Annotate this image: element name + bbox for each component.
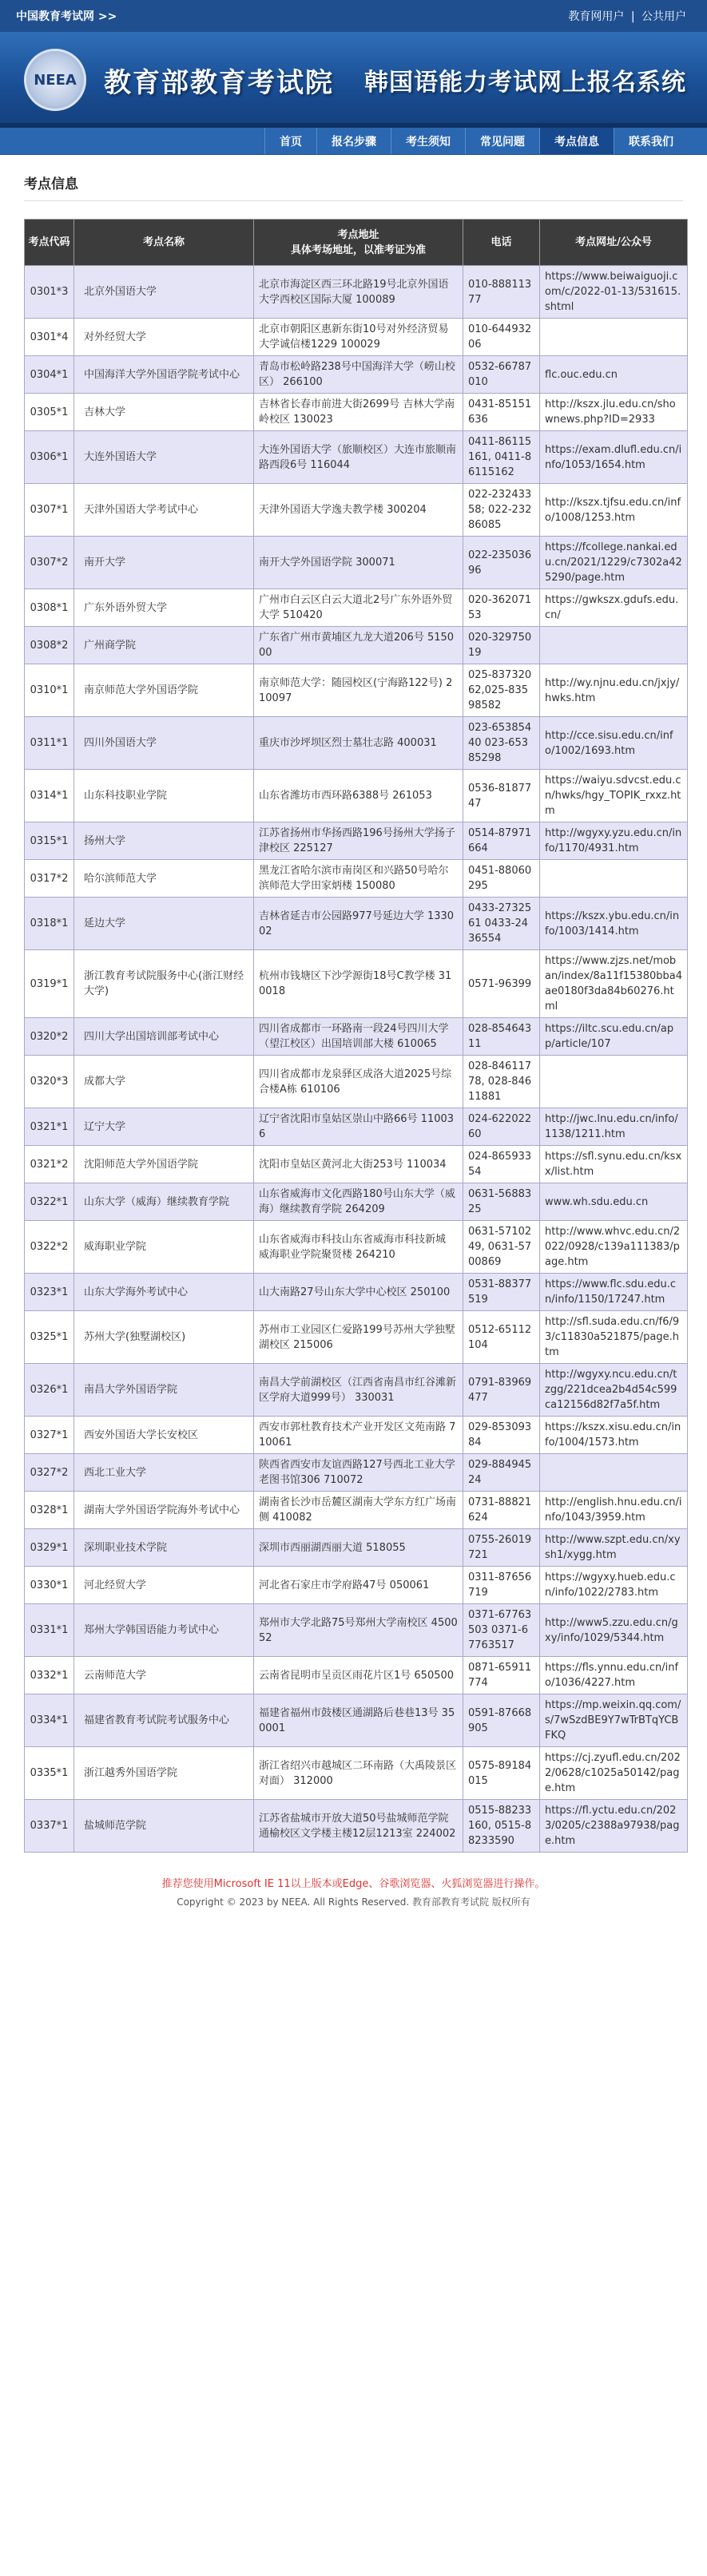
table-row bbox=[25, 1183, 688, 1221]
cell-code: 0337*1 bbox=[25, 1800, 74, 1853]
table-row bbox=[25, 1657, 688, 1694]
cell-address: 天津外国语大学逸夫教学楼 300204 bbox=[254, 484, 463, 537]
cell-phone: 023-65385440 023-65385298 bbox=[463, 717, 540, 770]
cell-address: 北京市朝阳区惠新东街10号对外经济贸易大学诚信楼1229 100029 bbox=[254, 319, 463, 356]
cell-url bbox=[540, 319, 688, 356]
cell-name: 西北工业大学 bbox=[74, 1454, 254, 1492]
cell-code: 0329*1 bbox=[25, 1529, 74, 1567]
main-nav bbox=[0, 128, 707, 155]
table-row bbox=[25, 770, 688, 822]
table-row bbox=[25, 589, 688, 627]
cell-url[interactable]: http://jwc.lnu.edu.cn/info/1138/1211.htm bbox=[540, 1108, 688, 1146]
cell-name: 对外经贸大学 bbox=[74, 319, 254, 356]
cell-name: 山东大学（威海）继续教育学院 bbox=[74, 1183, 254, 1221]
cell-code: 0326*1 bbox=[25, 1364, 74, 1417]
nav-faq[interactable]: 常见问题 bbox=[465, 128, 539, 154]
cell-phone: 0631-5688325 bbox=[463, 1183, 540, 1221]
cell-url[interactable]: https://waiyu.sdvcst.edu.cn/hwks/hgy_TOPIK_rxxz.htm bbox=[540, 770, 688, 822]
cell-code: 0306*1 bbox=[25, 431, 74, 484]
cell-phone: 0411-86115161, 0411-86115162 bbox=[463, 431, 540, 484]
cell-name: 中国海洋大学外国语学院考试中心 bbox=[74, 356, 254, 394]
table-row bbox=[25, 950, 688, 1018]
header-banner bbox=[0, 32, 707, 128]
cell-url[interactable]: http://www.whvc.edu.cn/2022/0928/c139a111383/page.htm bbox=[540, 1221, 688, 1274]
cell-address: 四川省成都市龙泉驿区成洛大道2025号综合楼A栋 610106 bbox=[254, 1056, 463, 1108]
nav-home[interactable]: 首页 bbox=[264, 128, 316, 154]
table-row bbox=[25, 484, 688, 537]
table-row bbox=[25, 1311, 688, 1364]
cell-code: 0307*2 bbox=[25, 537, 74, 589]
cell-name: 浙江越秀外国语学院 bbox=[74, 1747, 254, 1800]
cell-code: 0320*3 bbox=[25, 1056, 74, 1108]
cell-phone: 0431-85151636 bbox=[463, 394, 540, 431]
cell-address: 福建省福州市鼓楼区通湖路后巷巷13号 350001 bbox=[254, 1694, 463, 1747]
cell-phone: 028-85464311 bbox=[463, 1018, 540, 1056]
cell-address: 河北省石家庄市学府路47号 050061 bbox=[254, 1567, 463, 1604]
cell-address: 山东省潍坊市西环路6388号 261053 bbox=[254, 770, 463, 822]
header-phone: 电话 bbox=[463, 220, 540, 266]
cell-name: 深圳职业技术学院 bbox=[74, 1529, 254, 1567]
cell-code: 0321*1 bbox=[25, 1108, 74, 1146]
cell-phone: 010-88811377 bbox=[463, 266, 540, 319]
cell-url[interactable]: https://kszx.xisu.edu.cn/info/1004/1573.htm bbox=[540, 1417, 688, 1454]
cell-url[interactable]: https://sfl.synu.edu.cn/ksxx/list.htm bbox=[540, 1146, 688, 1183]
cell-address: 大连外国语大学（旅顺校区）大连市旅顺南路西段6号 116044 bbox=[254, 431, 463, 484]
cell-address: 重庆市沙坪坝区烈士墓壮志路 400031 bbox=[254, 717, 463, 770]
cell-url bbox=[540, 1454, 688, 1492]
cell-name: 四川外国语大学 bbox=[74, 717, 254, 770]
cell-url[interactable]: https://www.flc.sdu.edu.cn/info/1150/17247.htm bbox=[540, 1274, 688, 1311]
cell-code: 0320*2 bbox=[25, 1018, 74, 1056]
cell-address: 郑州市大学北路75号郑州大学南校区 450052 bbox=[254, 1604, 463, 1657]
cell-address: 南开大学外国语学院 300071 bbox=[254, 537, 463, 589]
cell-url[interactable]: https://www.zjzs.net/moban/index/8a11f15380bba4ae0180f3da84b60276.html bbox=[540, 950, 688, 1018]
table-row bbox=[25, 1529, 688, 1567]
cell-phone: 010-64493206 bbox=[463, 319, 540, 356]
cell-code: 0317*2 bbox=[25, 860, 74, 898]
table-row bbox=[25, 1056, 688, 1108]
browser-tip: 推荐您使用Microsoft IE 11以上版本或Edge、谷歌浏览器、火狐浏览器进行操作。 bbox=[161, 1878, 546, 1890]
header-name: 考点名称 bbox=[74, 220, 254, 266]
cell-phone: 0731-88821624 bbox=[463, 1492, 540, 1529]
cell-code: 0304*1 bbox=[25, 356, 74, 394]
cell-phone: 0311-87656719 bbox=[463, 1567, 540, 1604]
copyright: Copyright © 2023 by NEEA. All Rights Reserved. 教育部教育考试院 版权所有 bbox=[177, 1896, 530, 1908]
cell-code: 0323*1 bbox=[25, 1274, 74, 1311]
cell-name: 盐城师范学院 bbox=[74, 1800, 254, 1853]
cell-code: 0321*2 bbox=[25, 1146, 74, 1183]
cell-url[interactable]: https://fl.yctu.edu.cn/2023/0205/c2388a97938/page.htm bbox=[540, 1800, 688, 1853]
cell-address: 江苏省扬州市华扬西路196号扬州大学扬子津校区 225127 bbox=[254, 822, 463, 860]
cell-code: 0315*1 bbox=[25, 822, 74, 860]
cell-name: 四川大学出国培训部考试中心 bbox=[74, 1018, 254, 1056]
table-row bbox=[25, 1747, 688, 1800]
cell-name: 苏州大学(独墅湖校区) bbox=[74, 1311, 254, 1364]
cell-phone: 024-86593354 bbox=[463, 1146, 540, 1183]
cell-phone: 0591-87668905 bbox=[463, 1694, 540, 1747]
public-user-link[interactable]: 公共用户 bbox=[641, 10, 686, 23]
cell-phone: 0531-88377519 bbox=[463, 1274, 540, 1311]
cell-phone: 029-88494524 bbox=[463, 1454, 540, 1492]
cell-code: 0327*2 bbox=[25, 1454, 74, 1492]
cell-phone: 0871-65911774 bbox=[463, 1657, 540, 1694]
cell-code: 0307*1 bbox=[25, 484, 74, 537]
cell-phone: 0791-83969477 bbox=[463, 1364, 540, 1417]
cell-address: 苏州市工业园区仁爱路199号苏州大学独墅湖校区 215006 bbox=[254, 1311, 463, 1364]
cell-address: 杭州市钱塘区下沙学源街18号C教学楼 310018 bbox=[254, 950, 463, 1018]
cell-address: 山大南路27号山东大学中心校区 250100 bbox=[254, 1274, 463, 1311]
cell-code: 0308*1 bbox=[25, 589, 74, 627]
table-row bbox=[25, 1146, 688, 1183]
table-row bbox=[25, 431, 688, 484]
cell-address: 吉林省长春市前进大街2699号 吉林大学南岭校区 130023 bbox=[254, 394, 463, 431]
cell-address: 北京市海淀区西三环北路19号北京外国语大学西校区国际大厦 100089 bbox=[254, 266, 463, 319]
table-row bbox=[25, 898, 688, 950]
cell-url[interactable]: http://english.hnu.edu.cn/info/1043/3959.htm bbox=[540, 1492, 688, 1529]
cell-name: 扬州大学 bbox=[74, 822, 254, 860]
table-row bbox=[25, 537, 688, 589]
header-address-note: 具体考场地址，以准考证为准 bbox=[290, 244, 426, 256]
cell-phone: 0755-26019721 bbox=[463, 1529, 540, 1567]
page-title: 考点信息 bbox=[24, 172, 683, 201]
cell-address: 山东省威海市科技山东省威海市科技新城 威海职业学院聚贤楼 264210 bbox=[254, 1221, 463, 1274]
cell-code: 0319*1 bbox=[25, 950, 74, 1018]
cell-code: 0322*1 bbox=[25, 1183, 74, 1221]
cell-url[interactable]: www.wh.sdu.edu.cn bbox=[540, 1183, 688, 1221]
footer bbox=[0, 1861, 707, 1918]
cell-address: 陕西省西安市友谊西路127号西北工业大学老图书馆306 710072 bbox=[254, 1454, 463, 1492]
cell-name: 西安外国语大学长安校区 bbox=[74, 1417, 254, 1454]
cell-url[interactable]: https://cj.zyufl.edu.cn/2022/0628/c1025a50142/page.htm bbox=[540, 1747, 688, 1800]
nav-registration-steps[interactable]: 报名步骤 bbox=[316, 128, 391, 154]
table-row bbox=[25, 1018, 688, 1056]
cell-url[interactable]: http://www5.zzu.edu.cn/gxy/info/1029/5344.htm bbox=[540, 1604, 688, 1657]
table-row bbox=[25, 1417, 688, 1454]
cell-code: 0310*1 bbox=[25, 664, 74, 717]
cell-url[interactable]: https://mp.weixin.qq.com/s/7wSzdBE9Y7wTrBTqYCBFKQ bbox=[540, 1694, 688, 1747]
cell-name: 哈尔滨师范大学 bbox=[74, 860, 254, 898]
cell-phone: 022-23243358; 022-23286085 bbox=[463, 484, 540, 537]
table-row bbox=[25, 1567, 688, 1604]
cell-url[interactable]: http://kszx.tjfsu.edu.cn/info/1008/1253.htm bbox=[540, 484, 688, 537]
cell-address: 沈阳市皇姑区黄河北大街253号 110034 bbox=[254, 1146, 463, 1183]
cell-address: 南京师范大学：随园校区(宁海路122号) 210097 bbox=[254, 664, 463, 717]
cell-name: 成都大学 bbox=[74, 1056, 254, 1108]
cell-code: 0305*1 bbox=[25, 394, 74, 431]
cell-name: 沈阳师范大学外国语学院 bbox=[74, 1146, 254, 1183]
cell-url[interactable]: https://iltc.scu.edu.cn/app/article/107 bbox=[540, 1018, 688, 1056]
cell-code: 0322*2 bbox=[25, 1221, 74, 1274]
link-separator: | bbox=[630, 10, 635, 23]
cell-name: 南开大学 bbox=[74, 537, 254, 589]
table-row bbox=[25, 822, 688, 860]
user-links bbox=[565, 8, 686, 24]
cell-address: 黑龙江省哈尔滨市南岗区和兴路50号哈尔滨师范大学田家炳楼 150080 bbox=[254, 860, 463, 898]
header-address bbox=[254, 220, 463, 266]
cell-code: 0328*1 bbox=[25, 1492, 74, 1529]
cell-url[interactable]: https://exam.dlufl.edu.cn/info/1053/1654.htm bbox=[540, 431, 688, 484]
cell-url[interactable]: http://wgyxy.ncu.edu.cn/tzgg/221dcea2b4d54c599ca12156d82f7a5f.htm bbox=[540, 1364, 688, 1417]
cell-name: 吉林大学 bbox=[74, 394, 254, 431]
table-row bbox=[25, 1274, 688, 1311]
cell-phone: 0514-87971664 bbox=[463, 822, 540, 860]
table-row bbox=[25, 319, 688, 356]
cell-phone: 020-32975019 bbox=[463, 627, 540, 664]
cell-name: 浙江教育考试院服务中心(浙江财经大学) bbox=[74, 950, 254, 1018]
table-row bbox=[25, 266, 688, 319]
table-row bbox=[25, 860, 688, 898]
cell-phone: 0631-5710249, 0631-5700869 bbox=[463, 1221, 540, 1274]
table-row bbox=[25, 1492, 688, 1529]
cell-name: 云南师范大学 bbox=[74, 1657, 254, 1694]
cell-address: 四川省成都市一环路南一段24号四川大学（望江校区）出国培训部大楼 610065 bbox=[254, 1018, 463, 1056]
table-row bbox=[25, 1108, 688, 1146]
cell-address: 深圳市西丽湖西丽大道 518055 bbox=[254, 1529, 463, 1567]
cell-code: 0332*1 bbox=[25, 1657, 74, 1694]
cell-code: 0334*1 bbox=[25, 1694, 74, 1747]
cell-address: 青岛市松岭路238号中国海洋大学（崂山校区） 266100 bbox=[254, 356, 463, 394]
cell-code: 0301*4 bbox=[25, 319, 74, 356]
cell-address: 浙江省绍兴市越城区二环南路（大禹陵景区对面） 312000 bbox=[254, 1747, 463, 1800]
banner-subtitle: 韩国语能力考试网上报名系统 bbox=[364, 69, 686, 97]
cell-url[interactable]: https://www.beiwaiguoji.com/c/2022-01-13/531615.shtml bbox=[540, 266, 688, 319]
cell-address: 广州市白云区白云大道北2号广东外语外贸大学 510420 bbox=[254, 589, 463, 627]
cell-phone: 0536-8187747 bbox=[463, 770, 540, 822]
table-row bbox=[25, 1800, 688, 1853]
cell-url[interactable]: http://wgyxy.yzu.edu.cn/info/1170/4931.htm bbox=[540, 822, 688, 860]
cell-code: 0311*1 bbox=[25, 717, 74, 770]
table-row bbox=[25, 1454, 688, 1492]
cell-name: 河北经贸大学 bbox=[74, 1567, 254, 1604]
table-row bbox=[25, 356, 688, 394]
cell-code: 0331*1 bbox=[25, 1604, 74, 1657]
cell-address: 南昌大学前湖校区（江西省南昌市红谷滩新区学府大道999号） 330031 bbox=[254, 1364, 463, 1417]
cell-address: 广东省广州市黄埔区九龙大道206号 515000 bbox=[254, 627, 463, 664]
nav-contact[interactable]: 联系我们 bbox=[614, 128, 688, 154]
table-row bbox=[25, 1694, 688, 1747]
cell-code: 0308*2 bbox=[25, 627, 74, 664]
nav-test-centers[interactable]: 考点信息 bbox=[539, 128, 614, 154]
site-link[interactable]: 中国教育考试网 >> bbox=[16, 10, 117, 23]
cell-phone: 020-36207153 bbox=[463, 589, 540, 627]
cell-name: 天津外国语大学考试中心 bbox=[74, 484, 254, 537]
table-row bbox=[25, 394, 688, 431]
cell-name: 南昌大学外国语学院 bbox=[74, 1364, 254, 1417]
cell-address: 江苏省盐城市开放大道50号盐城师范学院通榆校区文学楼主楼12层1213室 224002 bbox=[254, 1800, 463, 1853]
cell-address: 辽宁省沈阳市皇姑区崇山中路66号 110036 bbox=[254, 1108, 463, 1146]
cell-code: 0327*1 bbox=[25, 1417, 74, 1454]
table-row bbox=[25, 717, 688, 770]
cell-phone: 0532-66787010 bbox=[463, 356, 540, 394]
cell-url bbox=[540, 627, 688, 664]
edu-user-link[interactable]: 教育网用户 bbox=[568, 10, 625, 23]
cell-phone: 0512-65112104 bbox=[463, 1311, 540, 1364]
cell-url[interactable]: http://cce.sisu.edu.cn/info/1002/1693.htm bbox=[540, 717, 688, 770]
cell-phone: 0515-88233160, 0515-88233590 bbox=[463, 1800, 540, 1853]
cell-url[interactable]: http://wy.njnu.edu.cn/jxjy/hwks.htm bbox=[540, 664, 688, 717]
cell-phone: 028-84611778, 028-84611881 bbox=[463, 1056, 540, 1108]
cell-code: 0325*1 bbox=[25, 1311, 74, 1364]
cell-address: 湖南省长沙市岳麓区湖南大学东方红广场南侧 410082 bbox=[254, 1492, 463, 1529]
cell-name: 辽宁大学 bbox=[74, 1108, 254, 1146]
cell-url[interactable]: https://fcollege.nankai.edu.cn/2021/1229/c7302a425290/page.htm bbox=[540, 537, 688, 589]
cell-name: 郑州大学韩国语能力考试中心 bbox=[74, 1604, 254, 1657]
header-code: 考点代码 bbox=[25, 220, 74, 266]
nav-candidate-notice[interactable]: 考生须知 bbox=[391, 128, 465, 154]
cell-url[interactable]: http://www.szpt.edu.cn/xysh1/xygg.htm bbox=[540, 1529, 688, 1567]
cell-name: 山东大学海外考试中心 bbox=[74, 1274, 254, 1311]
cell-url bbox=[540, 1056, 688, 1108]
banner-title: 教育部教育考试院 bbox=[104, 66, 334, 99]
cell-url[interactable]: https://fls.ynnu.edu.cn/info/1036/4227.htm bbox=[540, 1657, 688, 1694]
cell-phone: 025-83732062,025-83598582 bbox=[463, 664, 540, 717]
table-row bbox=[25, 1364, 688, 1417]
cell-name: 山东科技职业学院 bbox=[74, 770, 254, 822]
cell-url[interactable]: http://kszx.jlu.edu.cn/shownews.php?ID=2933 bbox=[540, 394, 688, 431]
cell-phone: 0575-89184015 bbox=[463, 1747, 540, 1800]
table-body bbox=[25, 266, 688, 1853]
top-bar bbox=[0, 0, 707, 32]
table-row bbox=[25, 627, 688, 664]
cell-phone: 0571-96399 bbox=[463, 950, 540, 1018]
cell-name: 广东外语外贸大学 bbox=[74, 589, 254, 627]
cell-url[interactable]: https://wgyxy.hueb.edu.cn/info/1022/2783.htm bbox=[540, 1567, 688, 1604]
cell-url[interactable]: flc.ouc.edu.cn bbox=[540, 356, 688, 394]
cell-name: 南京师范大学外国语学院 bbox=[74, 664, 254, 717]
cell-name: 延边大学 bbox=[74, 898, 254, 950]
table-row bbox=[25, 664, 688, 717]
cell-phone: 0371-67763503 0371-67763517 bbox=[463, 1604, 540, 1657]
test-center-table bbox=[24, 219, 688, 1853]
cell-name: 威海职业学院 bbox=[74, 1221, 254, 1274]
cell-url[interactable]: https://gwkszx.gdufs.edu.cn/ bbox=[540, 589, 688, 627]
cell-address: 西安市郭杜教育技术产业开发区文苑南路 710061 bbox=[254, 1417, 463, 1454]
main-content bbox=[0, 155, 707, 1861]
cell-url bbox=[540, 860, 688, 898]
header-url: 考点网址/公众号 bbox=[540, 220, 688, 266]
cell-name: 北京外国语大学 bbox=[74, 266, 254, 319]
cell-address: 云南省昆明市呈贡区雨花片区1号 650500 bbox=[254, 1657, 463, 1694]
cell-code: 0335*1 bbox=[25, 1747, 74, 1800]
cell-code: 0301*3 bbox=[25, 266, 74, 319]
cell-code: 0330*1 bbox=[25, 1567, 74, 1604]
table-row bbox=[25, 1221, 688, 1274]
cell-phone: 029-85309384 bbox=[463, 1417, 540, 1454]
cell-url[interactable]: https://kszx.ybu.edu.cn/info/1003/1414.htm bbox=[540, 898, 688, 950]
cell-name: 广州商学院 bbox=[74, 627, 254, 664]
cell-phone: 0451-88060295 bbox=[463, 860, 540, 898]
cell-phone: 022-23503696 bbox=[463, 537, 540, 589]
cell-phone: 024-62202260 bbox=[463, 1108, 540, 1146]
cell-name: 福建省教育考试院考试服务中心 bbox=[74, 1694, 254, 1747]
cell-phone: 0433-2732561 0433-2436554 bbox=[463, 898, 540, 950]
header-address-title: 考点地址 bbox=[337, 228, 379, 241]
cell-address: 吉林省延吉市公园路977号延边大学 133002 bbox=[254, 898, 463, 950]
cell-address: 山东省威海市文化西路180号山东大学（威海）继续教育学院 264209 bbox=[254, 1183, 463, 1221]
cell-name: 大连外国语大学 bbox=[74, 431, 254, 484]
cell-code: 0318*1 bbox=[25, 898, 74, 950]
cell-name: 湖南大学外国语学院海外考试中心 bbox=[74, 1492, 254, 1529]
cell-url[interactable]: http://sfl.suda.edu.cn/f6/93/c11830a521875/page.htm bbox=[540, 1311, 688, 1364]
cell-code: 0314*1 bbox=[25, 770, 74, 822]
table-header-row bbox=[25, 220, 688, 266]
table-row bbox=[25, 1604, 688, 1657]
neea-logo: NEEA bbox=[24, 49, 86, 111]
